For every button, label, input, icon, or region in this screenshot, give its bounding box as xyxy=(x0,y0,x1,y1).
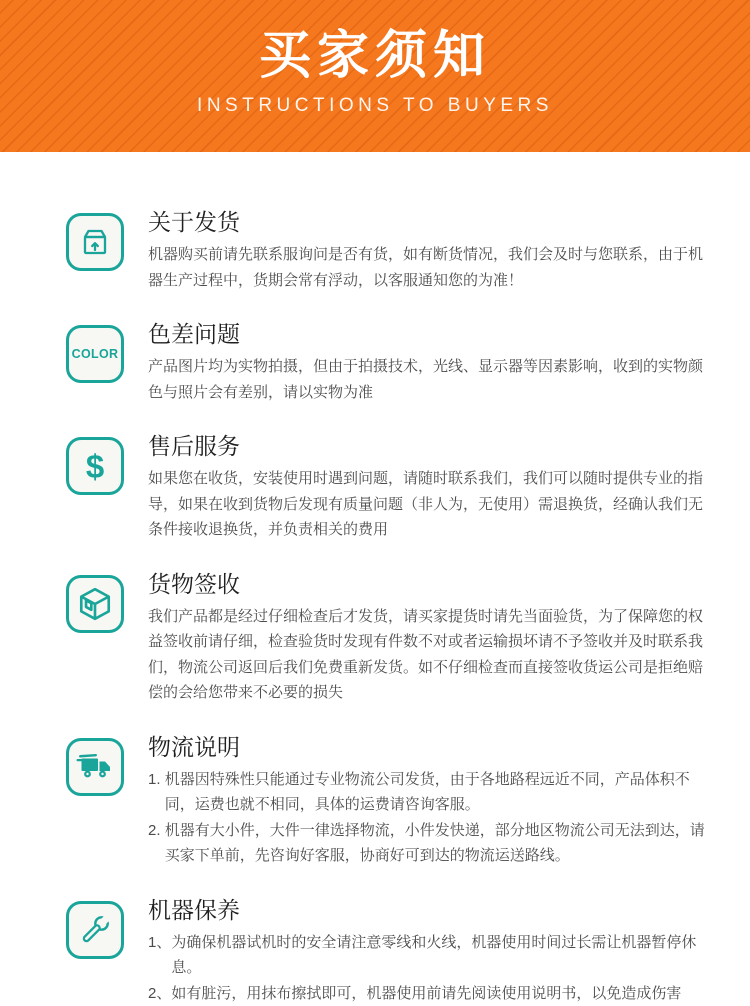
section-logistics xyxy=(66,733,714,869)
section-title: 售后服务 xyxy=(148,432,714,460)
section-text xyxy=(148,896,714,1006)
section-body xyxy=(148,466,714,543)
section-paragraph: 机器购买前请先联系服询问是否有货，如有断货情况，我们会及时与您联系，由于机器生产过程中，货期会常有浮动，以客服通知您的为准！ xyxy=(148,242,714,293)
section-text xyxy=(148,320,714,405)
section-paragraph: 如果您在收货，安装使用时遇到问题，请随时联系我们，我们可以随时提供专业的指导，如果在收到货物后发现有质量问题（非人为，无使用）需退换货，经确认我们无条件接收退换货，并负责相关的费用 xyxy=(148,466,714,543)
sections xyxy=(0,152,750,1006)
list-item xyxy=(148,930,714,981)
icon-label: COLOR xyxy=(72,347,119,361)
section-title: 物流说明 xyxy=(148,733,714,761)
color-badge-icon xyxy=(66,325,124,383)
section-title: 货物签收 xyxy=(148,570,714,598)
section-body xyxy=(148,767,714,869)
list-text: 机器因特殊性只能通过专业物流公司发货，由于各地路程远近不同，产品体积不同，运费也就不相同，具体的运费请咨询客服。 xyxy=(165,767,714,818)
list-marker: 1. xyxy=(148,767,165,793)
list-text: 为确保机器试机时的安全请注意零线和火线，机器使用时间过长需让机器暂停休息。 xyxy=(171,930,714,981)
section-body xyxy=(148,930,714,1006)
section-paragraph: 我们产品都是经过仔细检查后才发货，请买家提货时请先当面验货，为了保障您的权益签收前请仔细，检查验货时发现有件数不对或者运输损坏请不予签收并及时联系我们，物流公司返回后我们免费重新发货。如不仔细检查而直接签收货运公司是拒绝赔偿的会给您带来不必要的损失 xyxy=(148,604,714,706)
section-paragraph: 产品图片均为实物拍摄，但由于拍摄技术，光线、显示器等因素影响，收到的实物颜色与照片会有差别，请以实物为准 xyxy=(148,354,714,405)
list-item xyxy=(148,981,714,1006)
list-marker: 2. xyxy=(148,818,165,844)
dollar-icon xyxy=(66,437,124,495)
list-marker: 1、 xyxy=(148,930,171,956)
list-item xyxy=(148,767,714,818)
wrench-icon xyxy=(66,901,124,959)
section-text xyxy=(148,208,714,293)
list-item xyxy=(148,818,714,869)
section-title: 色差问题 xyxy=(148,320,714,348)
icon-label: $ xyxy=(86,450,104,483)
section-text xyxy=(148,432,714,543)
section-goods-receipt xyxy=(66,570,714,706)
package-cube-icon xyxy=(66,575,124,633)
section-text xyxy=(148,570,714,706)
list-text: 如有脏污，用抹布擦拭即可，机器使用前请先阅读使用说明书，以免造成伤害 xyxy=(171,981,714,1006)
list-text: 机器有大小件，大件一律选择物流，小件发快递，部分地区物流公司无法到达，请买家下单前，先咨询好客服，协商好可到达的物流运送路线。 xyxy=(165,818,714,869)
section-color-difference xyxy=(66,320,714,405)
page-subtitle: INSTRUCTIONS TO BUYERS xyxy=(0,95,750,117)
section-title: 机器保养 xyxy=(148,896,714,924)
page-title: 买家须知 xyxy=(0,28,750,84)
section-body xyxy=(148,604,714,706)
list-marker: 2、 xyxy=(148,981,171,1006)
truck-icon xyxy=(66,738,124,796)
section-body xyxy=(148,242,714,293)
section-text xyxy=(148,733,714,869)
section-body xyxy=(148,354,714,405)
banner xyxy=(0,0,750,152)
shipping-box-icon xyxy=(66,213,124,271)
section-title: 关于发货 xyxy=(148,208,714,236)
section-shipping xyxy=(66,208,714,293)
section-maintenance xyxy=(66,896,714,1006)
section-after-sales xyxy=(66,432,714,543)
